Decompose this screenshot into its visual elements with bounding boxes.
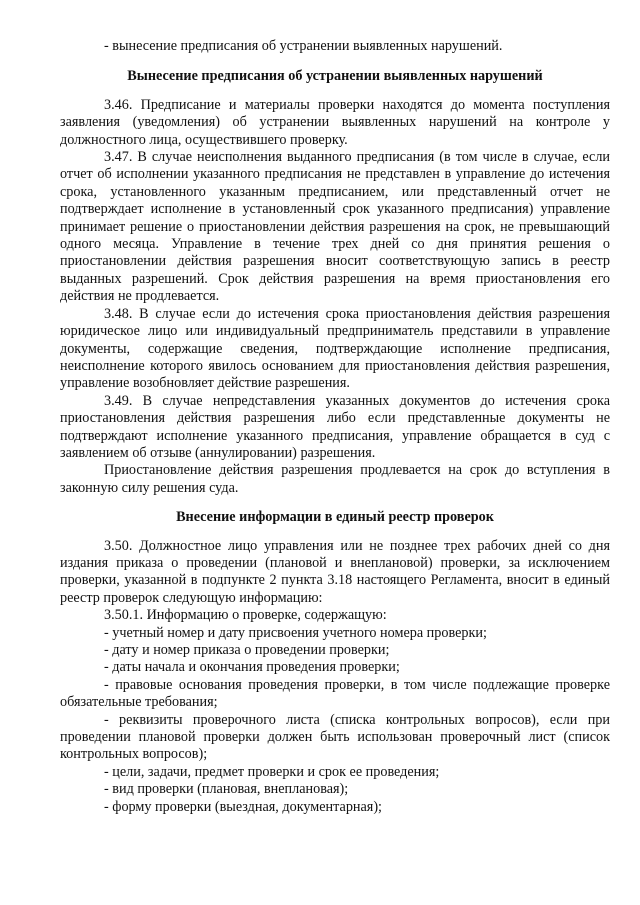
list-item: - даты начала и окончания проведения проверки; [104, 659, 400, 676]
paragraph-3-47: 3.47. В случае неисполнения выданного предписания (в том числе в случае, если отчет об исполнении указанного предписания не представлен в управление до истечения срока, установленного указанным предписанием, или представленный отчет не подтверждает исполнение в установленный срок указанного предписания) управление принимает решение о приостановлении действия разрешения на срок, не превышающий одного месяца. Управление в течение трех дней со дня принятия решения о приостановлении действия разрешения вносит соответствующую запись в реестр выданных разрешений. Срок действия разрешения на время приостановления его действия не продлевается. [60, 149, 610, 305]
paragraph-3-48: 3.48. В случае если до истечения срока приостановления действия разрешения юридическое лицо или индивидуальный предприниматель представили в управление документы, содержащие сведения, подтверждающие исполнение предписания, неисполнение которого явилось основанием для приостановления действия разрешения, управление возобновляет действие разрешения. [60, 305, 610, 392]
paragraph-3-46: 3.46. Предписание и материалы проверки находятся до момента поступления заявления (уведомления) об устранении выявленных нарушений на контроле у должностного лица, осуществившего проверку. [60, 96, 610, 148]
list-item: - учетный номер и дату присвоения учетного номера проверки; [104, 624, 487, 641]
list-item: - вид проверки (плановая, внеплановая); [104, 781, 349, 798]
intro-dash-line: - вынесение предписания об устранении выявленных нарушений. [104, 38, 503, 54]
paragraph-3-49: 3.49. В случае непредставления указанных документов до истечения срока приостановления действия разрешения либо если представленные документы не подтверждают исполнение указанного предписания, управление обращается в суд с заявлением об отзыве (аннулировании) разрешения. [60, 392, 610, 461]
paragraph-3-50-1: 3.50.1. Информацию о проверке, содержащую: [104, 607, 387, 624]
section-heading-prescription: Вынесение предписания об устранении выявленных нарушений [127, 68, 543, 85]
list-item: - цели, задачи, предмет проверки и срок ее проведения; [104, 763, 440, 780]
section-heading-registry: Внесение информации в единый реестр проверок [176, 509, 494, 526]
document-page [60, 38, 610, 816]
list-item: - форму проверки (выездная, документарная); [104, 798, 382, 815]
list-item: - дату и номер приказа о проведении проверки; [104, 642, 390, 658]
list-item: - правовые основания проведения проверки, в том числе подлежащие проверке обязательные требования; [60, 676, 610, 711]
paragraph-3-50: 3.50. Должностное лицо управления или не позднее трех рабочих дней со дня издания приказа о проведении (плановой и внеплановой) проверки, за исключением проверки, указанной в подпункте 2 пункта 3.18 настоящего Регламента, вносит в единый реестр проверок следующую информацию: [60, 537, 610, 606]
paragraph-prolongation: Приостановление действия разрешения продлевается на срок до вступления в законную силу решения суда. [60, 462, 610, 496]
list-item: - реквизиты проверочного листа (списка контрольных вопросов), если при проведении плановой проверки должен быть использован проверочный лист (список контрольных вопросов); [60, 711, 610, 763]
